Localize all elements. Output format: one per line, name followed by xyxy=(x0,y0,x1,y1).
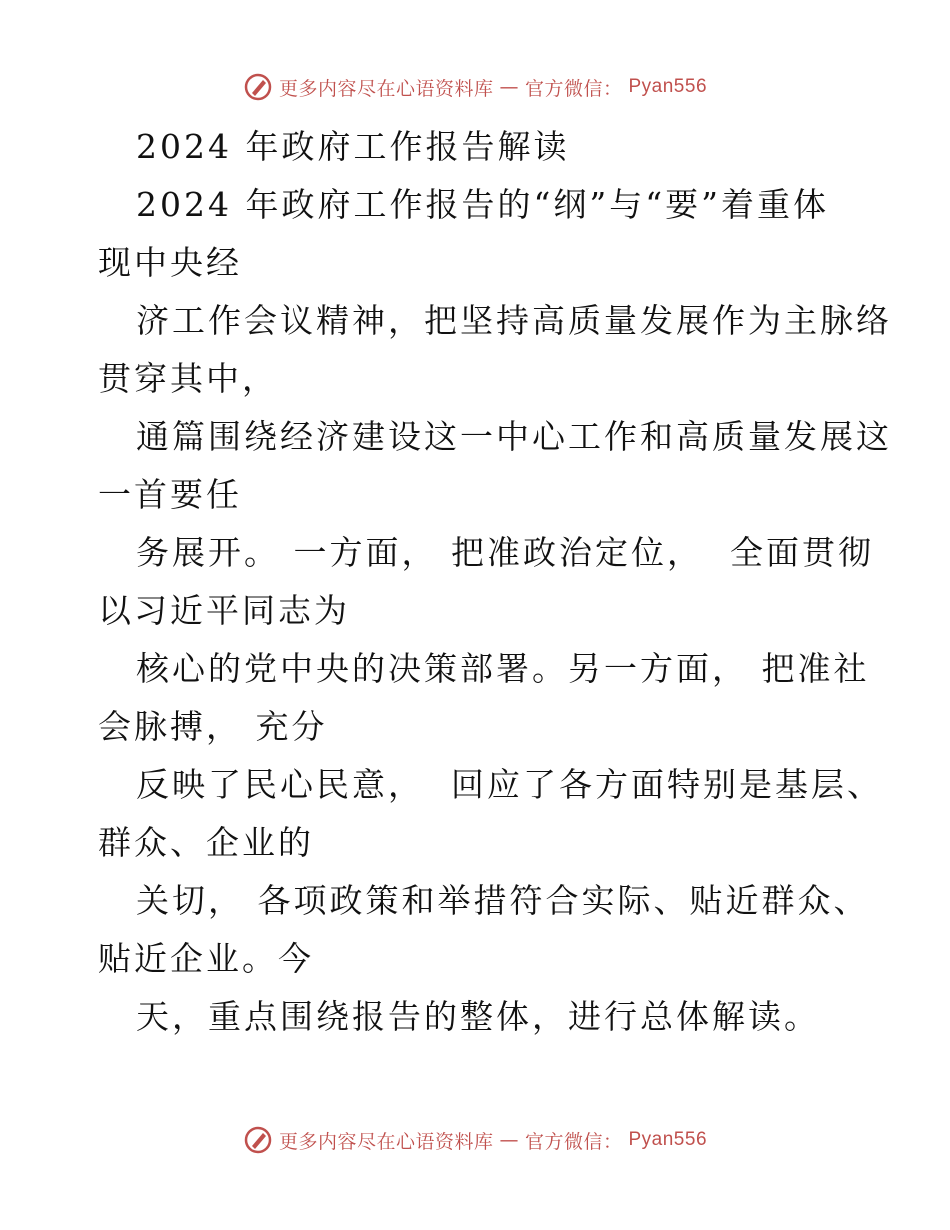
paragraph-line: 群众、企业的 xyxy=(98,823,314,862)
paragraph-line: 贯穿其中， xyxy=(98,359,278,398)
paragraph-line: 济工作会议精神，把坚持高质量发展作为主脉络 xyxy=(136,301,892,340)
header-watermark xyxy=(0,72,950,102)
paragraph-line: 会脉搏， 充分 xyxy=(98,707,328,746)
paragraph-line: 现中央经 xyxy=(98,243,242,282)
document-body xyxy=(98,118,892,1046)
watermark-wechat-id: Pyan556 xyxy=(628,1129,708,1150)
watermark-dash: — xyxy=(499,76,519,98)
paragraph-line: 通篇围绕经济建设这一中心工作和高质量发展这 xyxy=(136,417,892,456)
footer-watermark xyxy=(0,1125,950,1155)
watermark-text: 更多内容尽在心语资料库 xyxy=(278,1130,494,1153)
paragraph-line: 关切， 各项政策和举措符合实际、贴近群众、 xyxy=(136,881,870,920)
watermark-label: 官方微信： xyxy=(524,77,623,100)
watermark-text: 更多内容尽在心语资料库 xyxy=(278,77,494,100)
watermark-label: 官方微信： xyxy=(524,1130,623,1153)
paragraph-line: 天，重点围绕报告的整体，进行总体解读。 xyxy=(136,997,820,1036)
paragraph-line: 2024 年政府工作报告的“纲”与“要”着重体 xyxy=(136,185,829,224)
pen-logo-icon xyxy=(243,72,273,102)
watermark-dash: — xyxy=(499,1129,519,1151)
paragraph-line: 反映了民心民意， 回应了各方面特别是基层、 xyxy=(136,765,883,804)
paragraph-line: 务展开。 一方面， 把准政治定位， 全面贯彻 xyxy=(136,533,874,572)
document-title: 2024 年政府工作报告解读 xyxy=(136,127,570,166)
paragraph-line: 贴近企业。今 xyxy=(98,939,314,978)
pen-logo-icon xyxy=(243,1125,273,1155)
watermark-wechat-id: Pyan556 xyxy=(628,76,708,97)
paragraph-line: 一首要任 xyxy=(98,475,242,514)
paragraph-line: 核心的党中央的决策部署。另一方面， 把准社 xyxy=(136,649,870,688)
paragraph-line: 以习近平同志为 xyxy=(98,591,350,630)
